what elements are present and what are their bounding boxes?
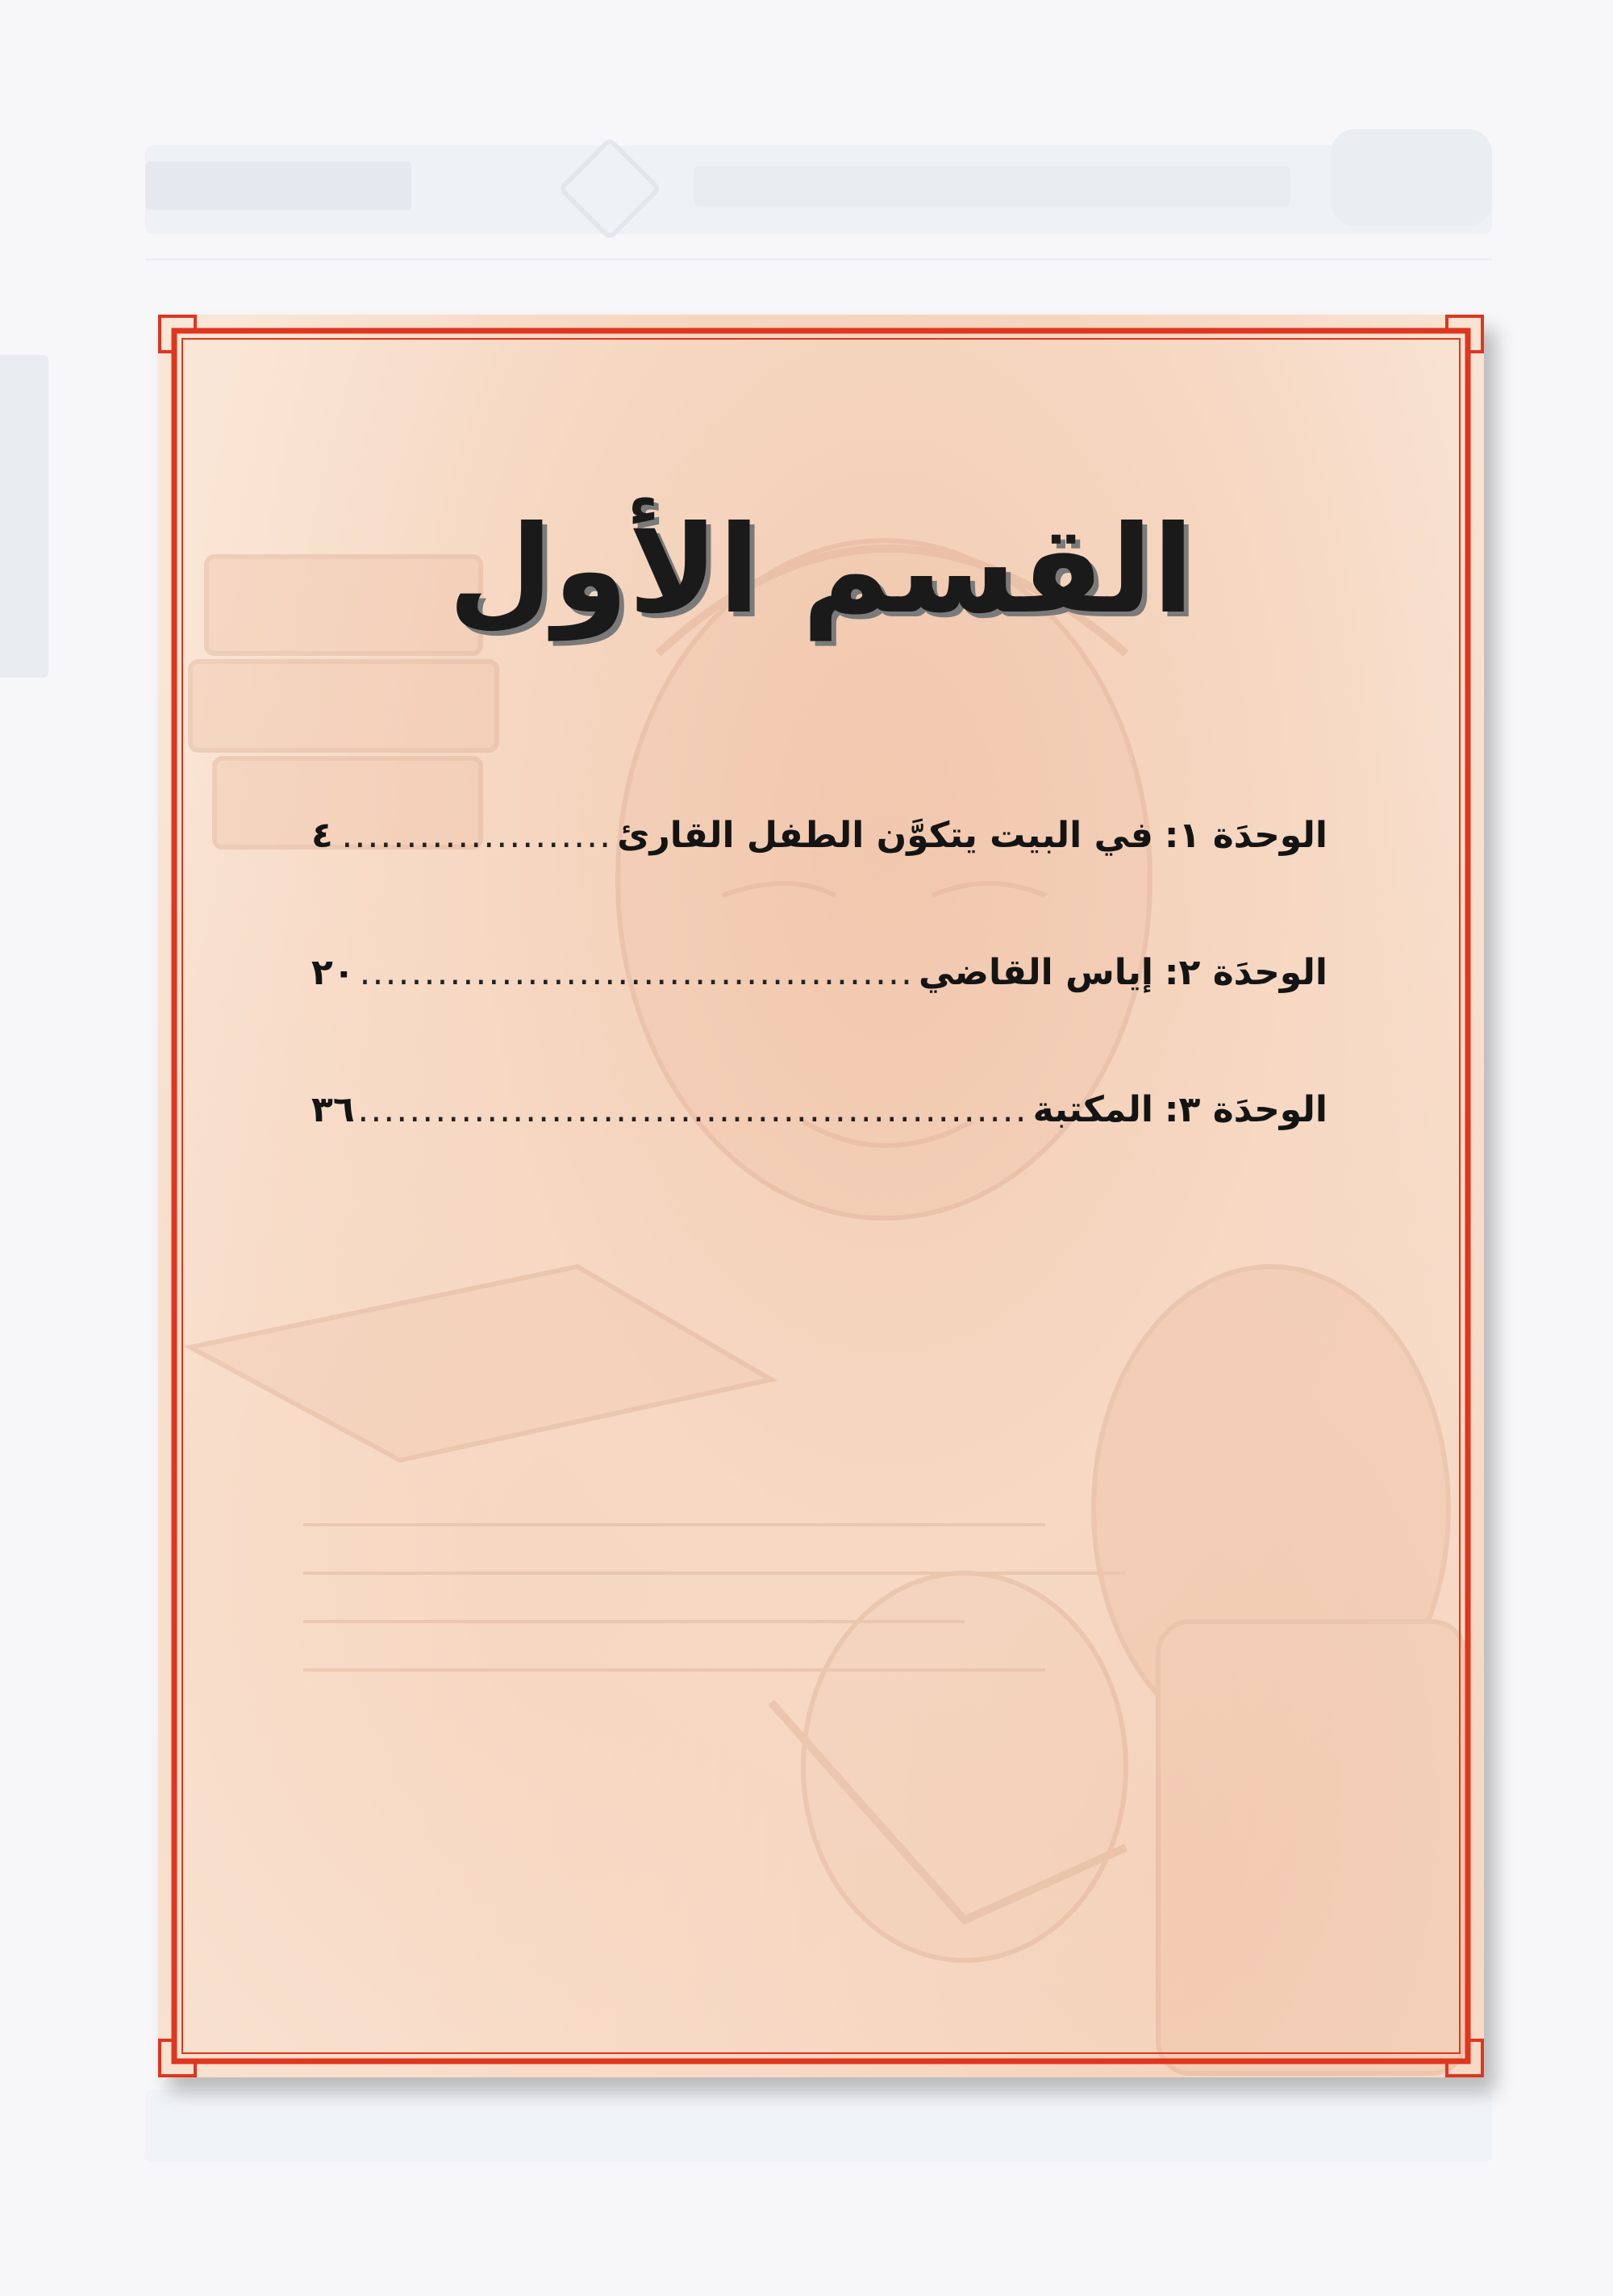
section-panel xyxy=(158,315,1484,2077)
toc-page-number: ٣٦ xyxy=(311,1089,355,1130)
toc-unit-label: الوحدَة ٢ xyxy=(1178,952,1327,993)
toc-separator: : xyxy=(1164,815,1179,856)
toc-unit-label: الوحدَة ٣ xyxy=(1178,1089,1327,1130)
toc-entry-title: في البيت يتكوَّن الطفل القارئ xyxy=(617,815,1153,856)
section-title: القسم الأول xyxy=(448,500,1194,641)
bleed-through-title xyxy=(694,166,1290,207)
toc-page-number: ٢٠ xyxy=(311,952,355,993)
toc-entry[interactable] xyxy=(311,952,1327,1089)
toc-leader-dots xyxy=(360,952,914,993)
toc-entry-title: إياس القاضي xyxy=(918,952,1153,993)
toc-entry[interactable] xyxy=(311,815,1327,952)
toc-leader-dots xyxy=(338,815,612,856)
bleed-through-footer xyxy=(145,2089,1492,2162)
bleed-through-header-left xyxy=(145,161,411,210)
toc-separator: : xyxy=(1164,1089,1179,1130)
bleed-through-header xyxy=(145,145,1492,234)
bleed-through-side-tab xyxy=(0,355,48,678)
toc-leader-dots xyxy=(360,1089,1028,1130)
toc-page-number: ٤ xyxy=(311,815,333,856)
toc-unit-label: الوحدَة ١ xyxy=(1178,815,1327,856)
bleed-through-rule xyxy=(145,258,1492,261)
toc-entry-title: المكتبة xyxy=(1032,1089,1153,1130)
table-of-contents xyxy=(311,815,1327,1226)
bleed-through-diamond xyxy=(557,136,662,241)
toc-separator: : xyxy=(1164,952,1179,993)
bleed-through-tab xyxy=(1331,129,1492,226)
toc-entry[interactable] xyxy=(311,1089,1327,1226)
